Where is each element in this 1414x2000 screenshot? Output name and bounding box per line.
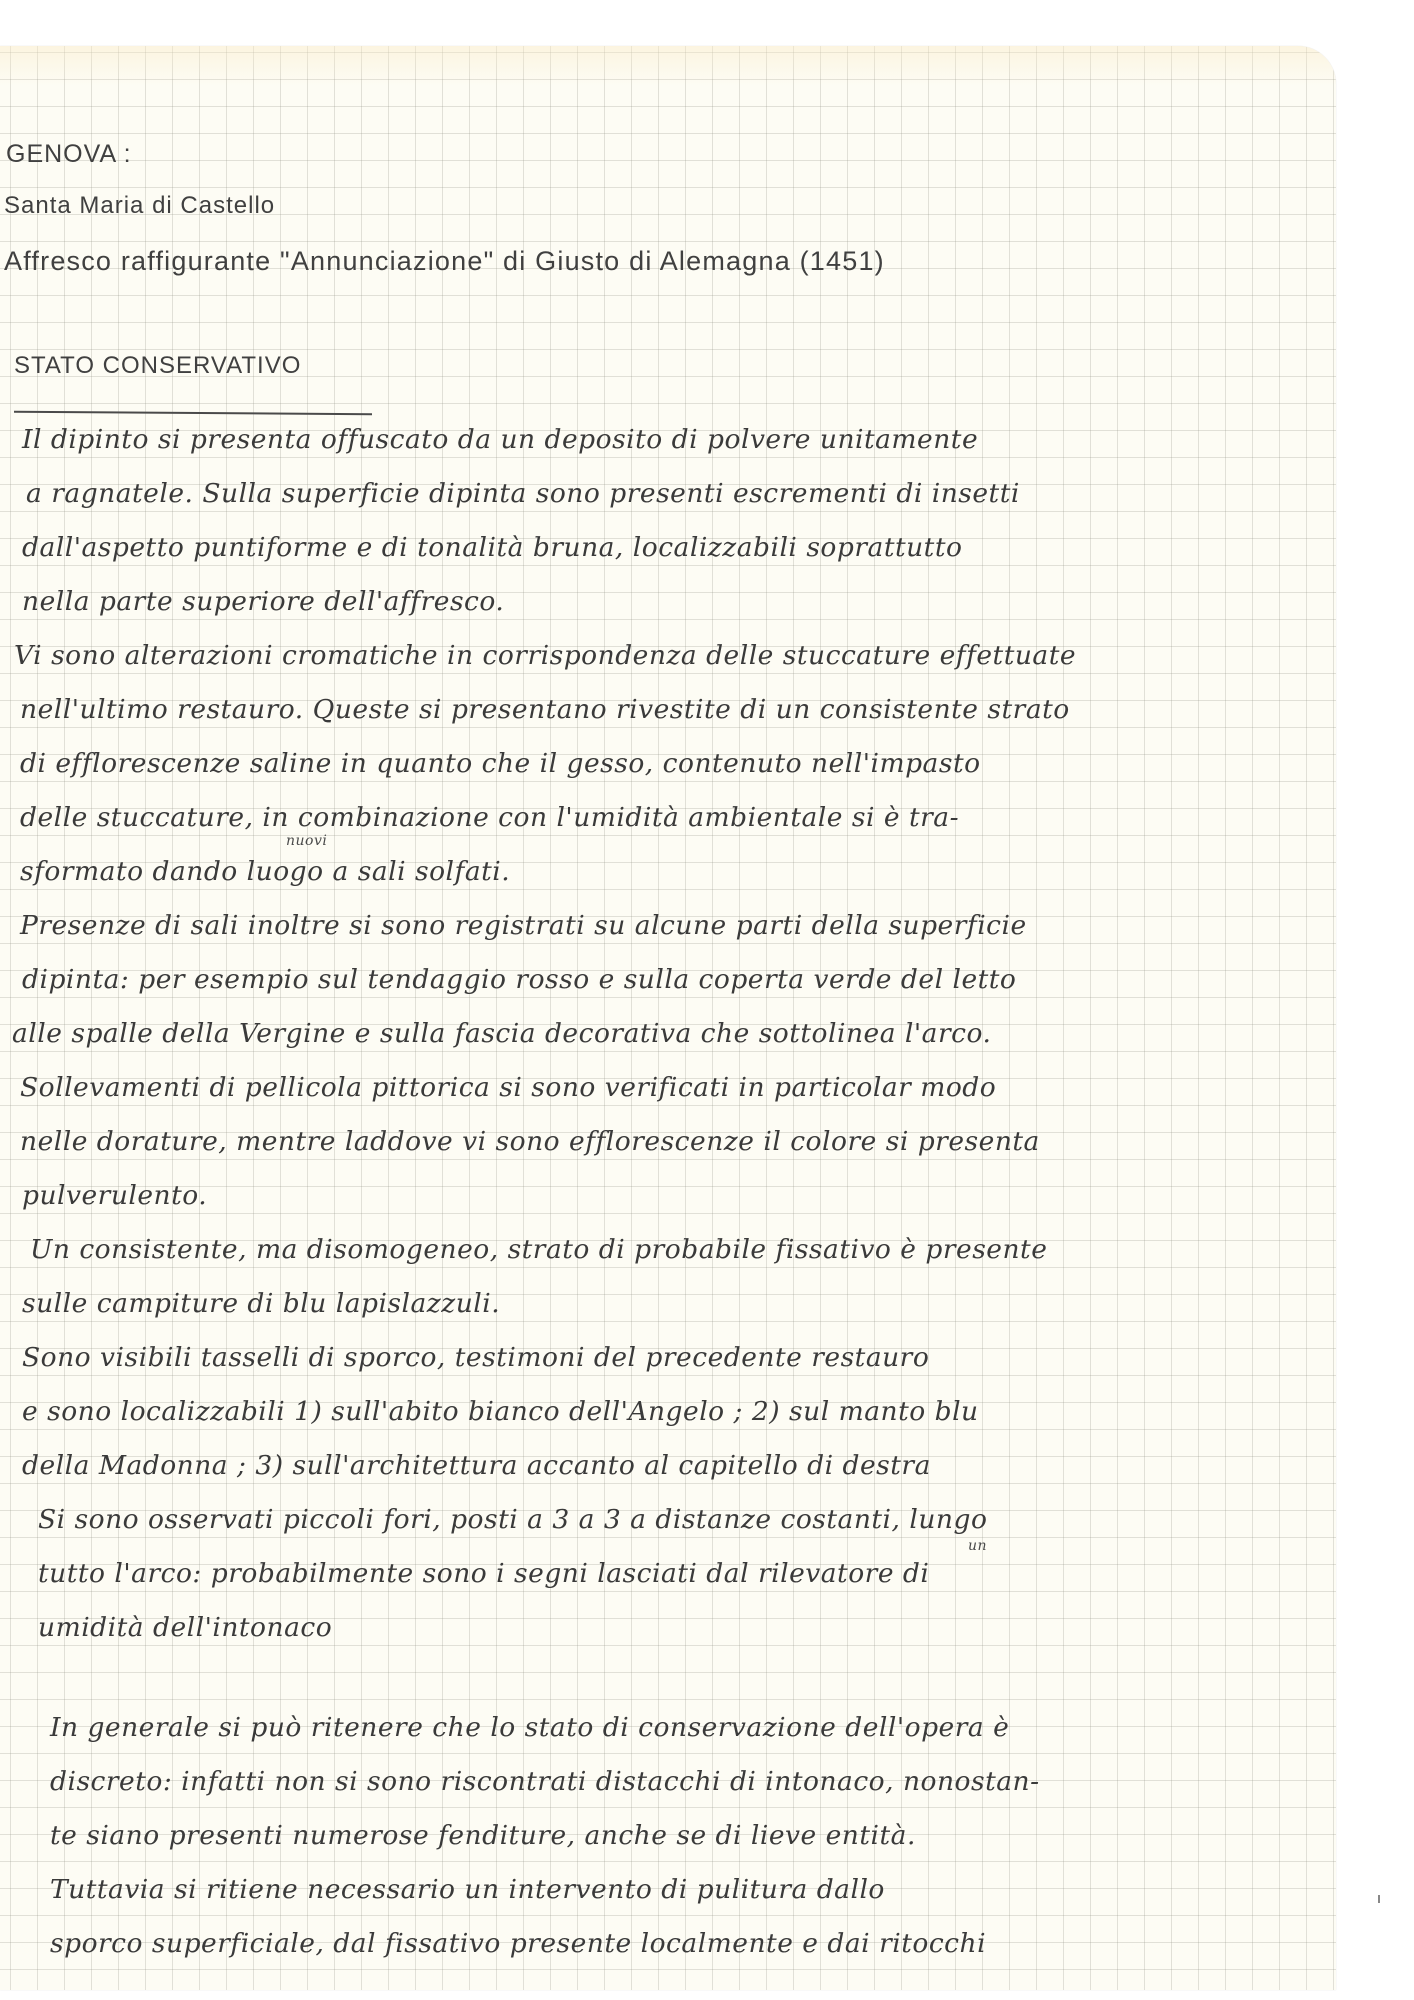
body-line: di efflorescenze saline in quanto che il gesso, contenuto nell'impasto	[20, 748, 981, 779]
church-name: Santa Maria di Castello	[4, 192, 276, 219]
conclusion-line: discreto: infatti non si sono riscontrati distacchi di intonaco, nonostan-	[50, 1766, 1040, 1797]
body-line: tutto l'arco: probabilmente sono i segni lasciati dal rilevatore di	[38, 1558, 930, 1589]
body-line: a ragnatele. Sulla superficie dipinta sono presenti escrementi di insetti	[26, 478, 1020, 509]
body-line: sulle campiture di blu lapislazzuli.	[22, 1288, 501, 1319]
body-line: e sono localizzabili 1) sull'abito bianco dell'Angelo ; 2) sul manto blu	[22, 1396, 979, 1427]
body-line: Si sono osservati piccoli fori, posti a 3 a 3 a distanze costanti, lungo	[38, 1504, 988, 1535]
body-line: nella parte superiore dell'affresco.	[22, 586, 505, 617]
body-line: Il dipinto si presenta offuscato da un deposito di polvere unitamente	[22, 424, 979, 455]
conclusion-line: In generale si può ritenere che lo stato di conservazione dell'opera è	[50, 1712, 1010, 1743]
body-line: umidità dell'intonaco	[38, 1612, 333, 1643]
artwork-subject: Affresco raffigurante "Annunciazione" di Giusto di Alemagna (1451)	[4, 246, 885, 276]
conclusion-line: Tuttavia si ritiene necessario un intervento di pulitura dallo	[50, 1874, 885, 1905]
body-line: dall'aspetto puntiforme e di tonalità bruna, localizzabili soprattutto	[22, 532, 963, 563]
section-title: STATO CONSERVATIVO	[14, 352, 302, 379]
body-line: alle spalle della Vergine e sulla fascia decorativa che sottolinea l'arco.	[12, 1018, 992, 1049]
body-line: nell'ultimo restauro. Queste si presentano rivestite di un consistente strato	[20, 694, 1070, 725]
body-line: Vi sono alterazioni cromatiche in corrispondenza delle stuccature effettuate	[14, 640, 1077, 671]
city-heading: GENOVA :	[6, 140, 132, 168]
body-line: dipinta: per esempio sul tendaggio rosso e sulla coperta verde del letto	[22, 964, 1017, 995]
conclusion-line: sporco superficiale, dal fissativo presente localmente e dai ritocchi	[50, 1928, 987, 1959]
body-line: sformato dando luogo a sali solfati.	[20, 856, 511, 887]
body-line: nelle dorature, mentre laddove vi sono efflorescenze il colore si presenta	[20, 1126, 1040, 1157]
body-line: Sono visibili tasselli di sporco, testimoni del precedente restauro	[22, 1342, 930, 1373]
body-line: Un consistente, ma disomogeneo, strato di probabile fissativo è presente	[30, 1234, 1048, 1265]
body-line: delle stuccature, in combinazione con l'umidità ambientale si è tra-	[20, 802, 960, 833]
scan-artifact	[1378, 1895, 1380, 1903]
insertion-note: nuovi	[286, 833, 328, 849]
body-line: della Madonna ; 3) sull'architettura accanto al capitello di destra	[22, 1450, 931, 1481]
body-line: pulverulento.	[22, 1180, 208, 1211]
conclusion-line: te siano presenti numerose fenditure, anche se di lieve entità.	[50, 1820, 916, 1851]
body-line: Presenze di sali inoltre si sono registrati su alcune parti della superficie	[20, 910, 1027, 941]
body-line: Sollevamenti di pellicola pittorica si sono verificati in particolar modo	[20, 1072, 997, 1103]
insertion-note: un	[968, 1538, 988, 1554]
